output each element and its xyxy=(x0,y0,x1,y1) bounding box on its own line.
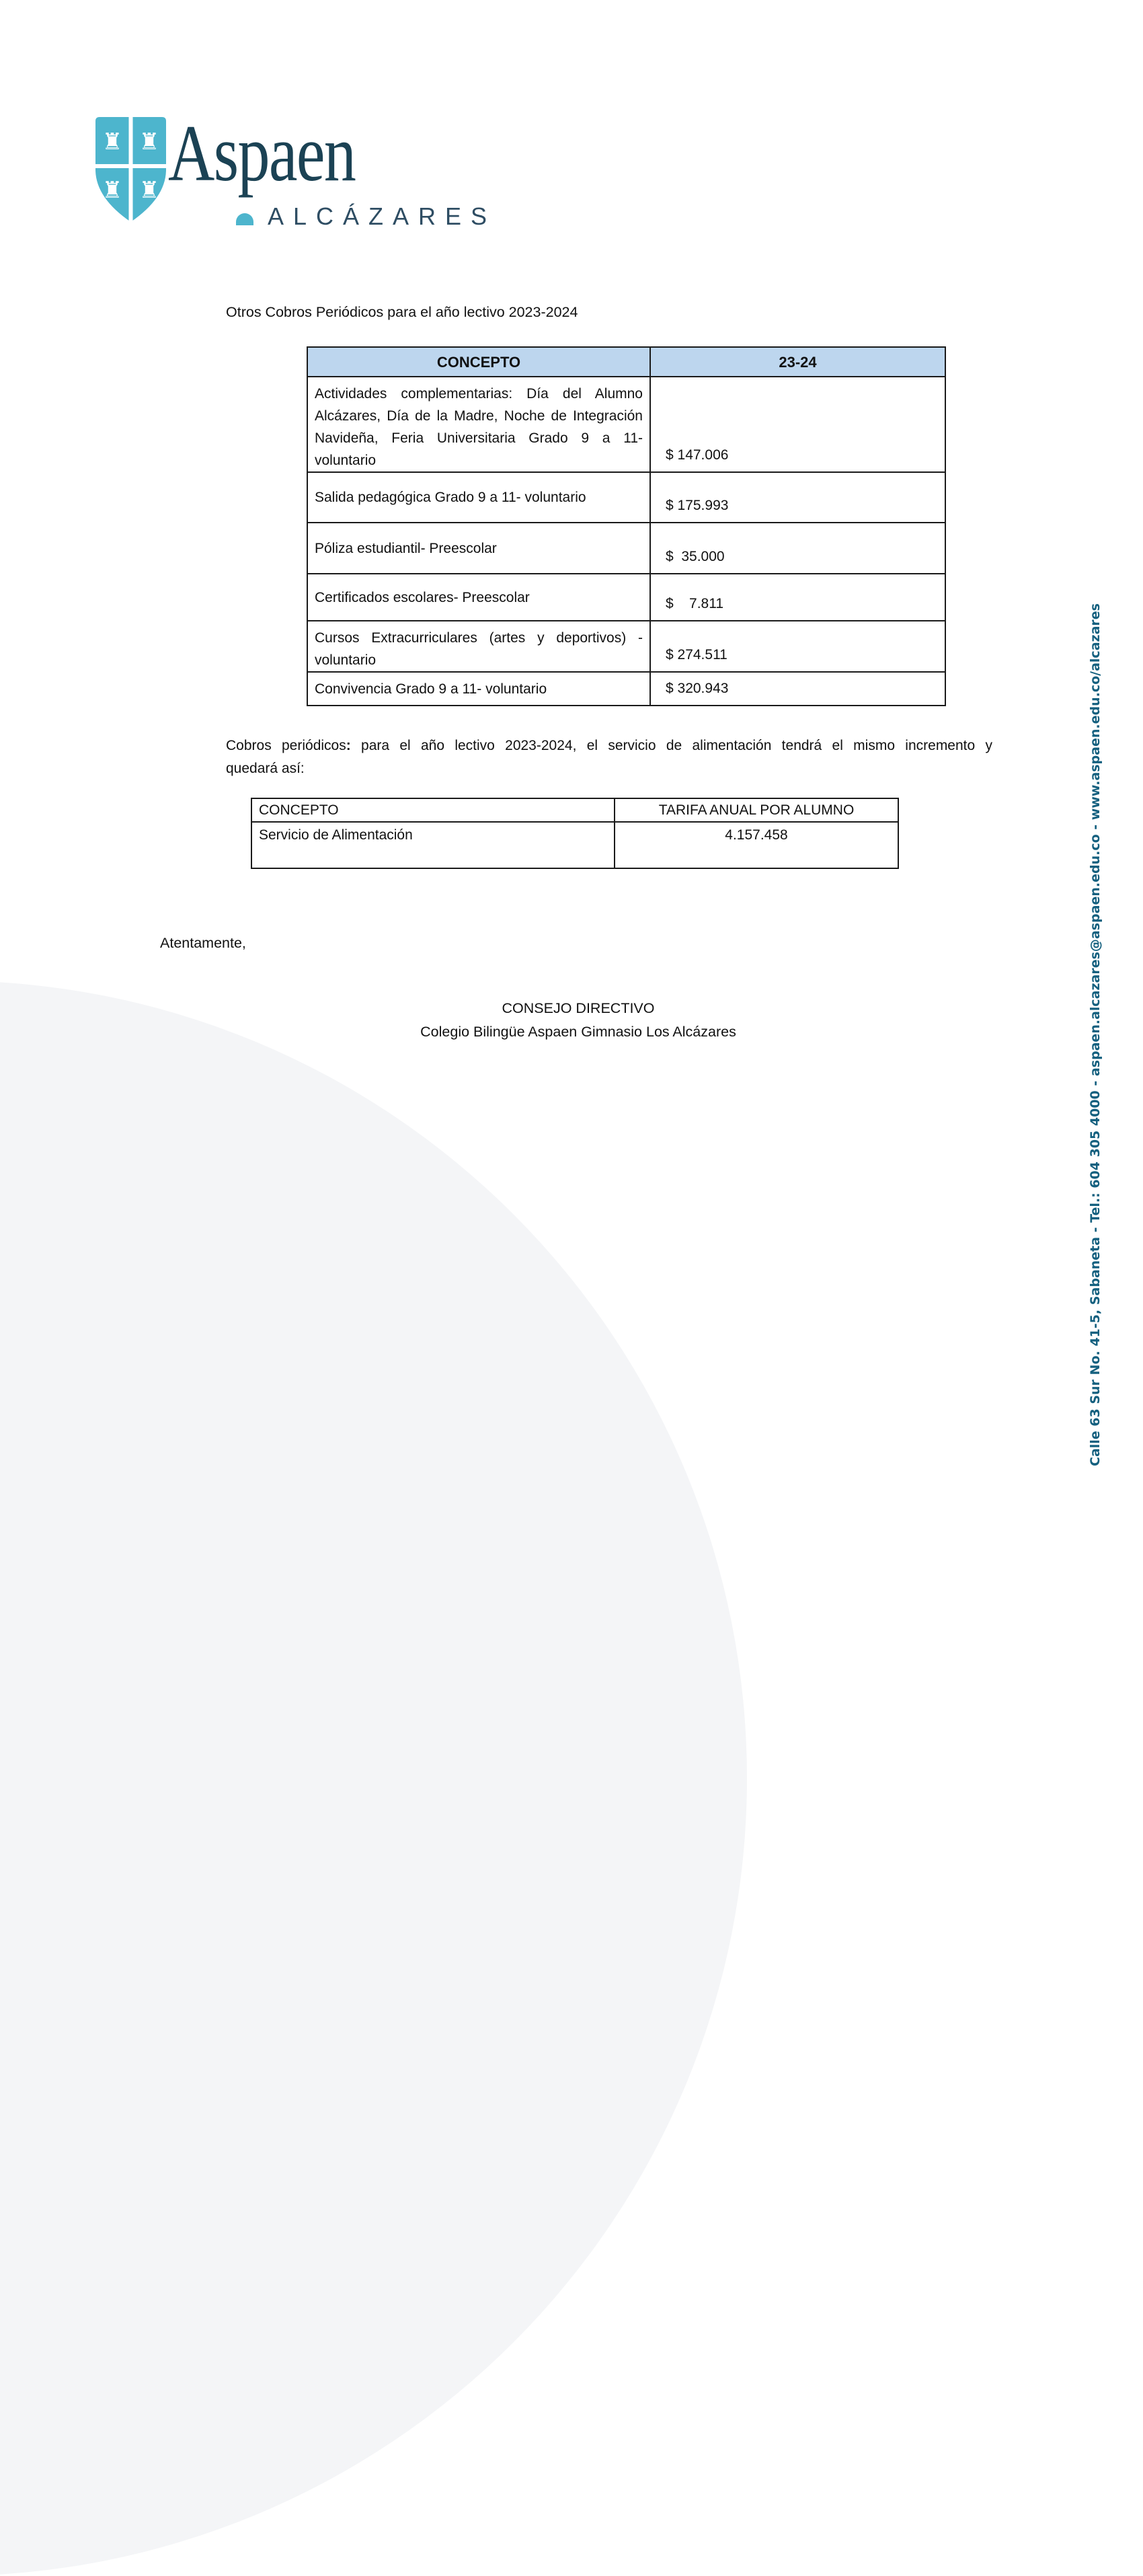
row-concept: Servicio de Alimentación xyxy=(251,822,615,868)
row-concept: Salida pedagógica Grado 9 a 11- voluntario xyxy=(307,472,650,523)
header-23-24: 23-24 xyxy=(650,347,945,377)
row-concept: Certificados escolares- Preescolar xyxy=(307,574,650,621)
aspaen-shield-logo xyxy=(93,116,169,223)
table-row xyxy=(307,672,945,706)
fees-table xyxy=(307,346,946,706)
row-concept: Cursos Extracurriculares (artes y deportivos) - voluntario xyxy=(307,621,650,672)
castle-tower-icon: ♜ xyxy=(139,177,160,204)
brand-wordmark: Aspaen xyxy=(168,108,356,198)
contact-sidebar-text: Calle 63 Sur No. 41-5, Sabaneta - Tel.: 604 305 4000 - aspaen.alcazares@aspaen.edu.co - www.aspaen.edu.co/alcazares xyxy=(1088,603,1103,1466)
table-header-row xyxy=(251,798,898,822)
paragraph-line-1 xyxy=(226,734,992,757)
row-concept: Actividades complementarias: Día del Alumno Alcázares, Día de la Madre, Noche de Integración Navideña, Feria Universitaria Grado 9 a 11- voluntario xyxy=(307,377,650,472)
castle-tower-icon: ♜ xyxy=(139,128,160,155)
table-row xyxy=(307,523,945,574)
closing-salutation: Atentamente, xyxy=(160,935,246,951)
brand-subtitle: ALCÁZARES xyxy=(268,202,497,230)
table-header-row xyxy=(307,347,945,377)
table-row xyxy=(307,472,945,523)
signature-line-2: Colegio Bilingüe Aspaen Gimnasio Los Alcázares xyxy=(420,1024,736,1040)
row-value: $ 35.000 xyxy=(650,523,945,574)
row-value: $ 147.006 xyxy=(650,377,945,472)
row-value: $ 7.811 xyxy=(650,574,945,621)
signature-block xyxy=(222,997,935,1044)
row-value: $ 175.993 xyxy=(650,472,945,523)
signature-line-1: CONSEJO DIRECTIVO xyxy=(502,1000,655,1016)
section-title: Otros Cobros Periódicos para el año lectivo 2023-2024 xyxy=(226,304,578,320)
row-concept: Póliza estudiantil- Preescolar xyxy=(307,523,650,574)
row-value: $ 274.511 xyxy=(650,621,945,672)
brand-dot-icon xyxy=(236,213,253,225)
castle-tower-icon: ♜ xyxy=(102,128,123,155)
table-row xyxy=(307,574,945,621)
shield-cross-horizontal xyxy=(93,164,169,168)
paragraph-colon: : xyxy=(346,738,351,753)
body-paragraph xyxy=(226,734,992,780)
food-service-table xyxy=(251,798,899,869)
paragraph-rest: para el año lectivo 2023-2024, el servicio de alimentación tendrá el mismo incremento y xyxy=(350,738,992,753)
table-row xyxy=(251,822,898,868)
paragraph-line-2: quedará así: xyxy=(226,761,305,776)
table-row xyxy=(307,377,945,472)
header-concepto: CONCEPTO xyxy=(307,347,650,377)
row-value: 4.157.458 xyxy=(615,822,898,868)
row-value: $ 320.943 xyxy=(650,672,945,706)
castle-tower-icon: ♜ xyxy=(102,177,123,204)
background-curve-shape xyxy=(0,981,747,2576)
table-row xyxy=(307,621,945,672)
header-concepto: CONCEPTO xyxy=(251,798,615,822)
shield-cross-vertical xyxy=(129,116,133,223)
header-tarifa: TARIFA ANUAL POR ALUMNO xyxy=(615,798,898,822)
row-concept: Convivencia Grado 9 a 11- voluntario xyxy=(307,672,650,706)
paragraph-lead: Cobros periódicos xyxy=(226,738,346,753)
